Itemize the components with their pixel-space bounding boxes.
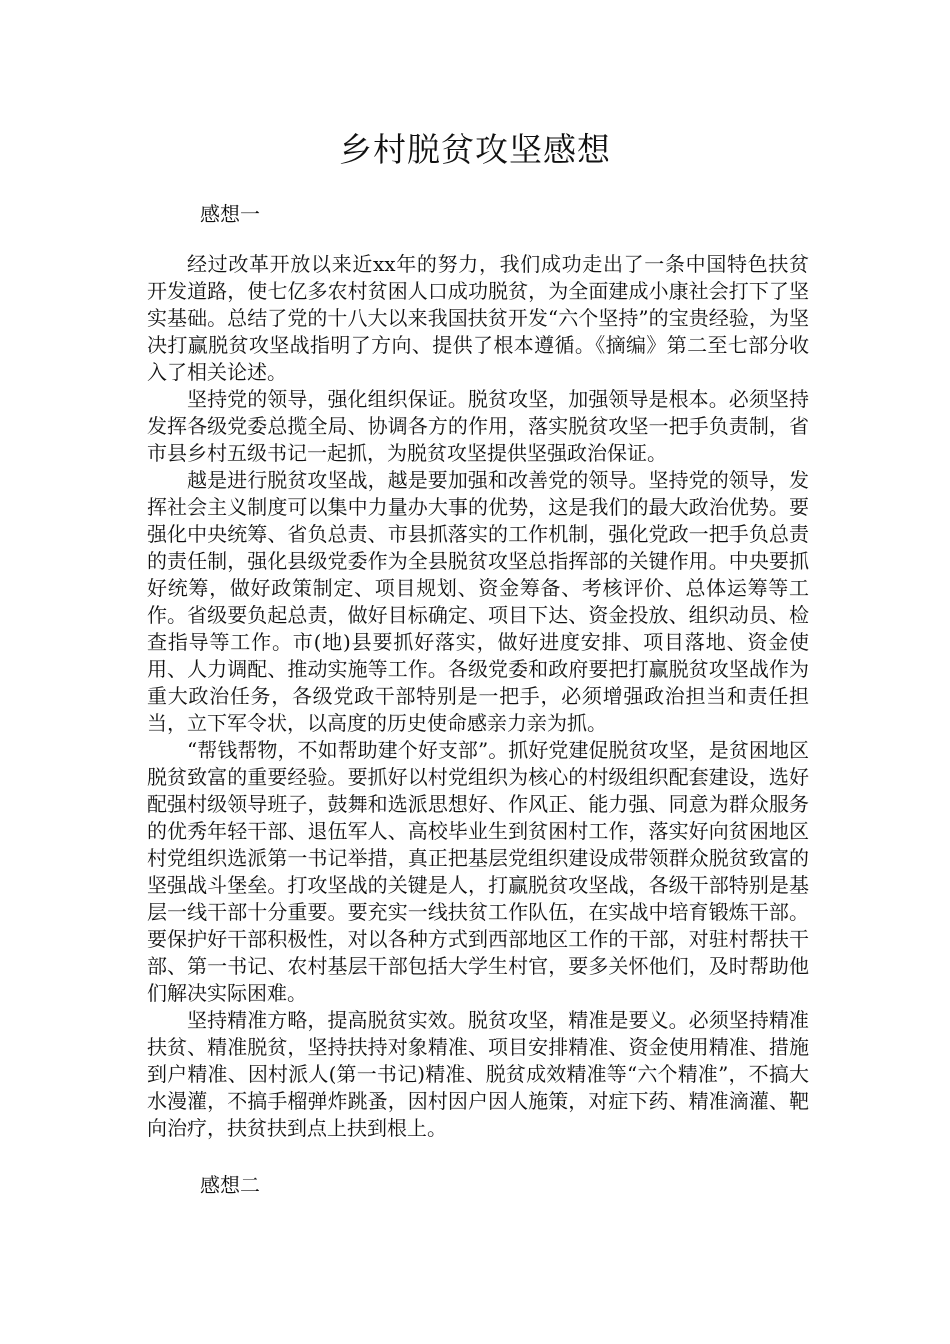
document-title: 乡村脱贫攻坚感想 [339, 130, 611, 169]
paragraph-3: 越是进行脱贫攻坚战，越是要加强和改善党的领导。坚持党的领导，发挥社会主义制度可以集中力量办大事的优势，这是我们的最大政治优势。要强化中央统筹、省负总责、市县抓落实的工作机制，强化党政一把手负总责的责任制，强化县级党委作为全县脱贫攻坚总指挥部的关键作用。中央要抓好统筹，做好政策制定、项目规划、资金筹备、考核评价、总体运筹等工作。省级要负起总责，做好目标确定、项目下达、资金投放、组织动员、检查指导等工作。市(地)县要抓好落实，做好进度安排、项目落地、资金使用、人力调配、推动实施等工作。各级党委和政府要把打赢脱贫攻坚战作为重大政治任务，各级党政干部特别是一把手，必须增强政治担当和责任担当，立下军令状，以高度的历史使命感亲力亲为抓。 [147, 468, 809, 735]
section-heading-2: 感想二 [200, 1173, 260, 1197]
document-body [147, 251, 809, 1142]
section-heading-1: 感想一 [200, 202, 260, 226]
paragraph-4: “帮钱帮物，不如帮助建个好支部”。抓好党建促脱贫攻坚，是贫困地区脱贫致富的重要经验。要抓好以村党组织为核心的村级组织配套建设，选好配强村级领导班子，鼓舞和选派思想好、作风正、能力强、同意为群众服务的优秀年轻干部、退伍军人、高校毕业生到贫困村工作，落实好向贫困地区村党组织选派第一书记举措，真正把基层党组织建设成带领群众脱贫致富的坚强战斗堡垒。打攻坚战的关键是人，打赢脱贫攻坚战，各级干部特别是基层一线干部十分重要。要充实一线扶贫工作队伍，在实战中培育锻炼干部。要保护好干部积极性，对以各种方式到西部地区工作的干部，对驻村帮扶干部、第一书记、农村基层干部包括大学生村官，要多关怀他们，及时帮助他们解决实际困难。 [147, 738, 809, 1005]
paragraph-1: 经过改革开放以来近xx年的努力，我们成功走出了一条中国特色扶贫开发道路，使七亿多农村贫困人口成功脱贫，为全面建成小康社会打下了坚实基础。总结了党的十八大以来我国扶贫开发“六个坚持”的宝贵经验，为坚决打赢脱贫攻坚战指明了方向、提供了根本遵循。《摘编》第二至七部分收入了相关论述。 [147, 252, 809, 384]
paragraph-2: 坚持党的领导，强化组织保证。脱贫攻坚，加强领导是根本。必须坚持发挥各级党委总揽全局、协调各方的作用，落实脱贫攻坚一把手负责制，省市县乡村五级书记一起抓，为脱贫攻坚提供坚强政治保证。 [147, 387, 809, 465]
paragraph-5: 坚持精准方略，提高脱贫实效。脱贫攻坚，精准是要义。必须坚持精准扶贫、精准脱贫，坚持扶持对象精准、项目安排精准、资金使用精准、措施到户精准、因村派人(第一书记)精准、脱贫成效精准等“六个精准”，不搞大水漫灌，不搞手榴弹炸跳蚤，因村因户因人施策，对症下药、精准滴灌、靶向治疗，扶贫扶到点上扶到根上。 [147, 1008, 809, 1140]
